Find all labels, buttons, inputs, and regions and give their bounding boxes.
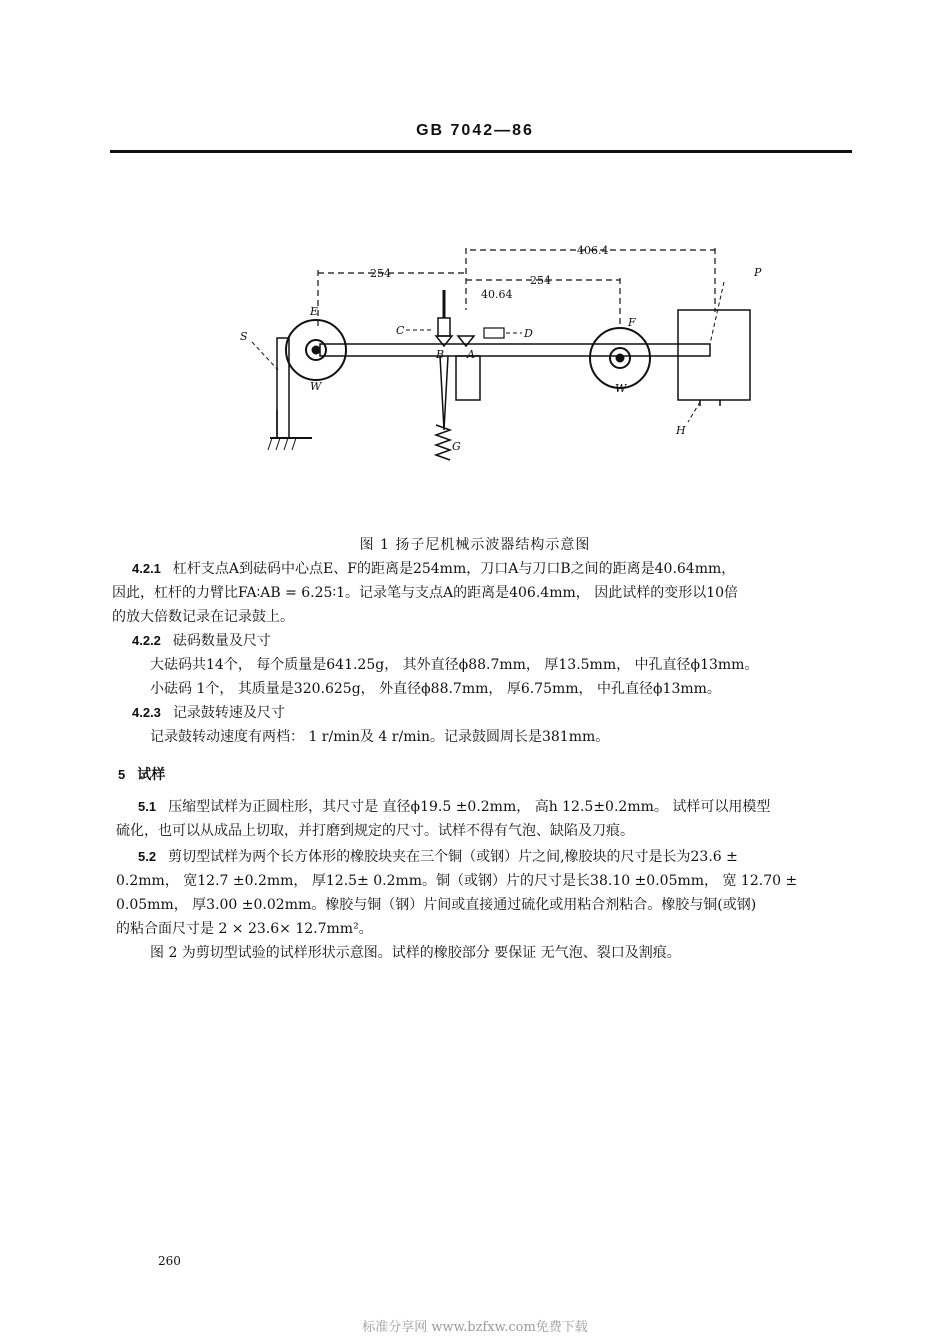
ground-hatch: [268, 438, 296, 450]
para-4-2-2-line2: 小砝码 1个， 其质量是320.625g， 外直径ϕ88.7mm， 厚6.75mm， 中孔直径ϕ13mm。: [150, 681, 721, 697]
label-H: H: [676, 424, 686, 437]
label-F: F: [628, 316, 636, 329]
dim-406: 406.4: [577, 244, 609, 257]
para-5-1-line2: 硫化，也可以从成品上切取，并打磨到规定的尺寸。试样不得有气泡、缺陷及刀痕。: [116, 823, 634, 839]
dimension-lines: [318, 248, 715, 328]
section-number: 5: [118, 767, 126, 782]
figure-1-caption: 图 1 扬子尼机械示波器结构示意图: [359, 537, 591, 553]
part-D: [484, 328, 504, 338]
para-5-1-line1: [138, 796, 770, 818]
label-B: B: [436, 348, 445, 361]
heading-4-2-3: [132, 702, 285, 724]
section-number: 4.2.2: [132, 633, 161, 648]
text: 杠杆支点A到砝码中心点E、F的距离是254mm，刀口A与刀口B之间的距离是40.64mm，: [172, 561, 736, 577]
label-S: S: [240, 330, 248, 343]
lever-beam: [320, 344, 710, 356]
recorder-drum: [678, 310, 750, 400]
para-4-2-1-line2: 因此，杠杆的力臂比FA∶AB = 6.25∶1。记录笔与支点A的距离是406.4mm， 因此试样的变形以10倍: [112, 585, 739, 601]
para-5-2-line4: 的粘合面尺寸是 2 × 23.6× 12.7mm²。: [116, 921, 373, 937]
section-number: 5.2: [138, 849, 157, 864]
heading-text: 试样: [137, 767, 166, 783]
text: 压缩型试样为正圆柱形，其尺寸是 直径ϕ19.5 ±0.2mm， 高h 12.5±0.2mm。 试样可以用模型: [168, 799, 771, 815]
heading-text: 砝码数量及尺寸: [172, 633, 271, 649]
section-number: 4.2.3: [132, 705, 161, 720]
heading-4-2-2: [132, 630, 271, 652]
document-header: GB 7042—86: [416, 122, 534, 139]
label-E: E: [310, 305, 319, 318]
spring-G: [436, 425, 450, 460]
label-D: D: [524, 327, 533, 340]
section-number: 5.1: [138, 799, 157, 814]
stand-post: [277, 338, 289, 438]
label-W-right: W: [615, 382, 627, 395]
para-4-2-3-line1: 记录鼓转动速度有两档： 1 r/min及 4 r/min。记录鼓圆周长是381mm。: [150, 729, 610, 745]
dim-4064: 40.64: [481, 288, 513, 301]
label-A: A: [467, 348, 475, 361]
support-block: [456, 356, 480, 400]
figure-1-diagram: [230, 230, 770, 470]
para-5-2-line5: 图 2 为剪切型试验的试样形状示意图。试样的橡胶部分 要保证 无气泡、裂口及割痕。: [150, 945, 681, 961]
para-5-2-line3: 0.05mm， 厚3.00 ±0.02mm。橡胶与铜（钢）片间或直接通过硫化或用粘合剂粘合。橡胶与铜(或钢): [116, 897, 757, 913]
para-4-2-2-line1: 大砝码共14个， 每个质量是641.25g， 其外直径ϕ88.7mm， 厚13.5mm， 中孔直径ϕ13mm。: [150, 657, 759, 673]
watermark: 标准分享网 www.bzfxw.com免费下载: [362, 1320, 588, 1335]
para-4-2-1-line1: [132, 558, 735, 580]
heading-5: [118, 764, 165, 786]
para-4-2-1-line3: 的放大倍数记录在记录鼓上。: [112, 609, 294, 625]
heading-text: 记录鼓转速及尺寸: [172, 705, 285, 721]
label-G: G: [452, 440, 461, 453]
label-C: C: [396, 324, 405, 337]
dim-254-left: 254: [370, 267, 391, 280]
label-W-left: W: [310, 380, 322, 393]
section-number: 4.2.1: [132, 561, 161, 576]
header-rule: [110, 150, 852, 153]
text: 剪切型试样为两个长方体形的橡胶块夹在三个铜（或钢）片之间,橡胶块的尺寸是长为23.6 ±: [168, 849, 738, 865]
dim-254-right: 254: [530, 274, 551, 287]
page-number: 260: [158, 1254, 181, 1268]
label-P: P: [754, 266, 762, 279]
para-5-2-line2: 0.2mm， 宽12.7 ±0.2mm， 厚12.5± 0.2mm。铜（或钢）片的尺寸是长38.10 ±0.05mm， 宽 12.70 ±: [116, 873, 798, 889]
clamp-C: [438, 318, 450, 336]
para-5-2-line1: [138, 846, 738, 868]
